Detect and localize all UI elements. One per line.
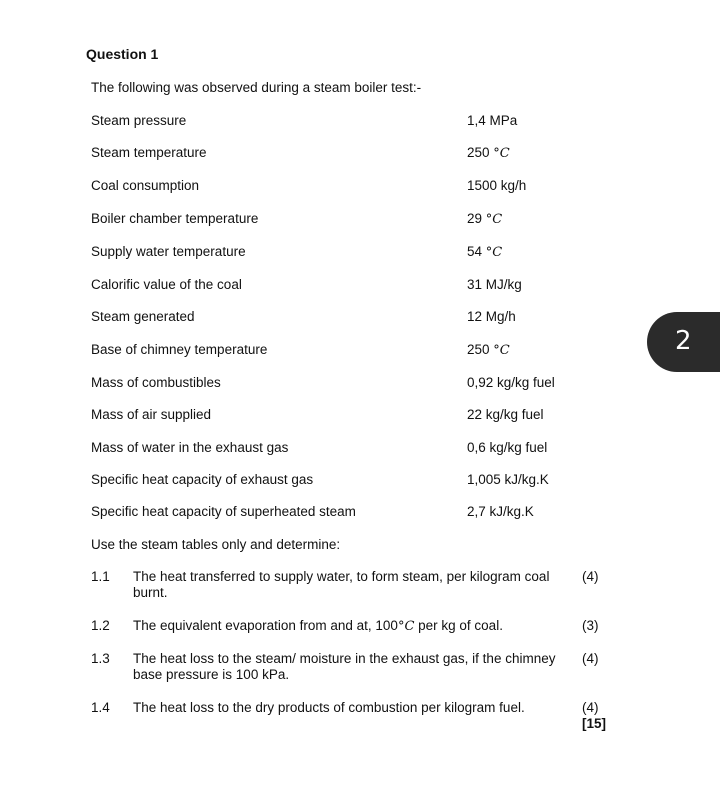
row-label: Base of chimney temperature: [91, 342, 268, 357]
row-value: [467, 145, 510, 161]
value-number: 54: [467, 244, 483, 259]
row-label: Calorific value of the coal: [91, 277, 242, 292]
row-value: 1500 kg/h: [467, 178, 527, 193]
row-value: 22 kg/kg fuel: [467, 407, 544, 422]
question-number: 1.3: [91, 651, 110, 666]
row-label: Steam generated: [91, 309, 195, 324]
row-value: 2,7 kJ/kg.K: [467, 504, 534, 519]
question-text: The heat loss to the dry products of combustion per kilogram fuel.: [133, 700, 525, 715]
question-text-post: per kg of coal.: [414, 618, 503, 633]
value-unit: °C: [493, 343, 510, 358]
row-label: Mass of water in the exhaust gas: [91, 440, 289, 455]
row-value: [467, 244, 502, 260]
question-marks: (4): [582, 569, 599, 584]
row-label: Mass of combustibles: [91, 375, 221, 390]
question-text: The heat loss to the steam/ moisture in the exhaust gas, if the chimney base pressure is 100 kPa.: [133, 651, 556, 682]
value-number: 250: [467, 342, 490, 357]
row-label: Specific heat capacity of exhaust gas: [91, 472, 314, 487]
page-number-tab: [647, 312, 720, 372]
value-unit: °C: [493, 146, 510, 161]
row-value: 0,92 kg/kg fuel: [467, 375, 555, 390]
row-label: Steam temperature: [91, 145, 207, 160]
row-label: Coal consumption: [91, 178, 200, 193]
row-value: 0,6 kg/kg fuel: [467, 440, 548, 455]
row-label: Steam pressure: [91, 113, 187, 128]
question-text-pre: The equivalent evaporation from and at, 100: [133, 618, 398, 633]
question-text: The heat transferred to supply water, to form steam, per kilogram coal burnt.: [133, 569, 550, 600]
question-text-unit: °C: [397, 619, 415, 634]
question-number: 1.1: [91, 569, 110, 584]
row-label: Boiler chamber temperature: [91, 211, 259, 226]
intro-text: The following was observed during a steam boiler test:-: [91, 80, 422, 95]
value-number: 29: [467, 211, 483, 226]
value-unit: °C: [485, 212, 503, 227]
question-marks: (4): [582, 651, 599, 666]
row-label: Specific heat capacity of superheated steam: [91, 504, 356, 519]
row-value: [467, 211, 502, 227]
value-number: 250: [467, 145, 490, 160]
row-label: Mass of air supplied: [91, 407, 212, 422]
page-number: 2: [675, 326, 692, 356]
question-marks: (3): [582, 618, 599, 633]
row-value: [467, 342, 510, 358]
question-number: 1.2: [91, 618, 110, 633]
instruction-text: Use the steam tables only and determine:: [91, 537, 341, 552]
row-value: 12 Mg/h: [467, 309, 516, 324]
value-unit: °C: [485, 245, 503, 260]
row-value: 1,4 MPa: [467, 113, 518, 128]
row-value: 31 MJ/kg: [467, 277, 522, 292]
question-text: [133, 618, 578, 635]
question-marks: (4): [582, 700, 599, 715]
row-value: 1,005 kJ/kg.K: [467, 472, 549, 487]
row-label: Supply water temperature: [91, 244, 246, 259]
question-number: 1.4: [91, 700, 110, 715]
question-title: Question 1: [86, 46, 159, 62]
total-marks: [15]: [582, 716, 607, 731]
